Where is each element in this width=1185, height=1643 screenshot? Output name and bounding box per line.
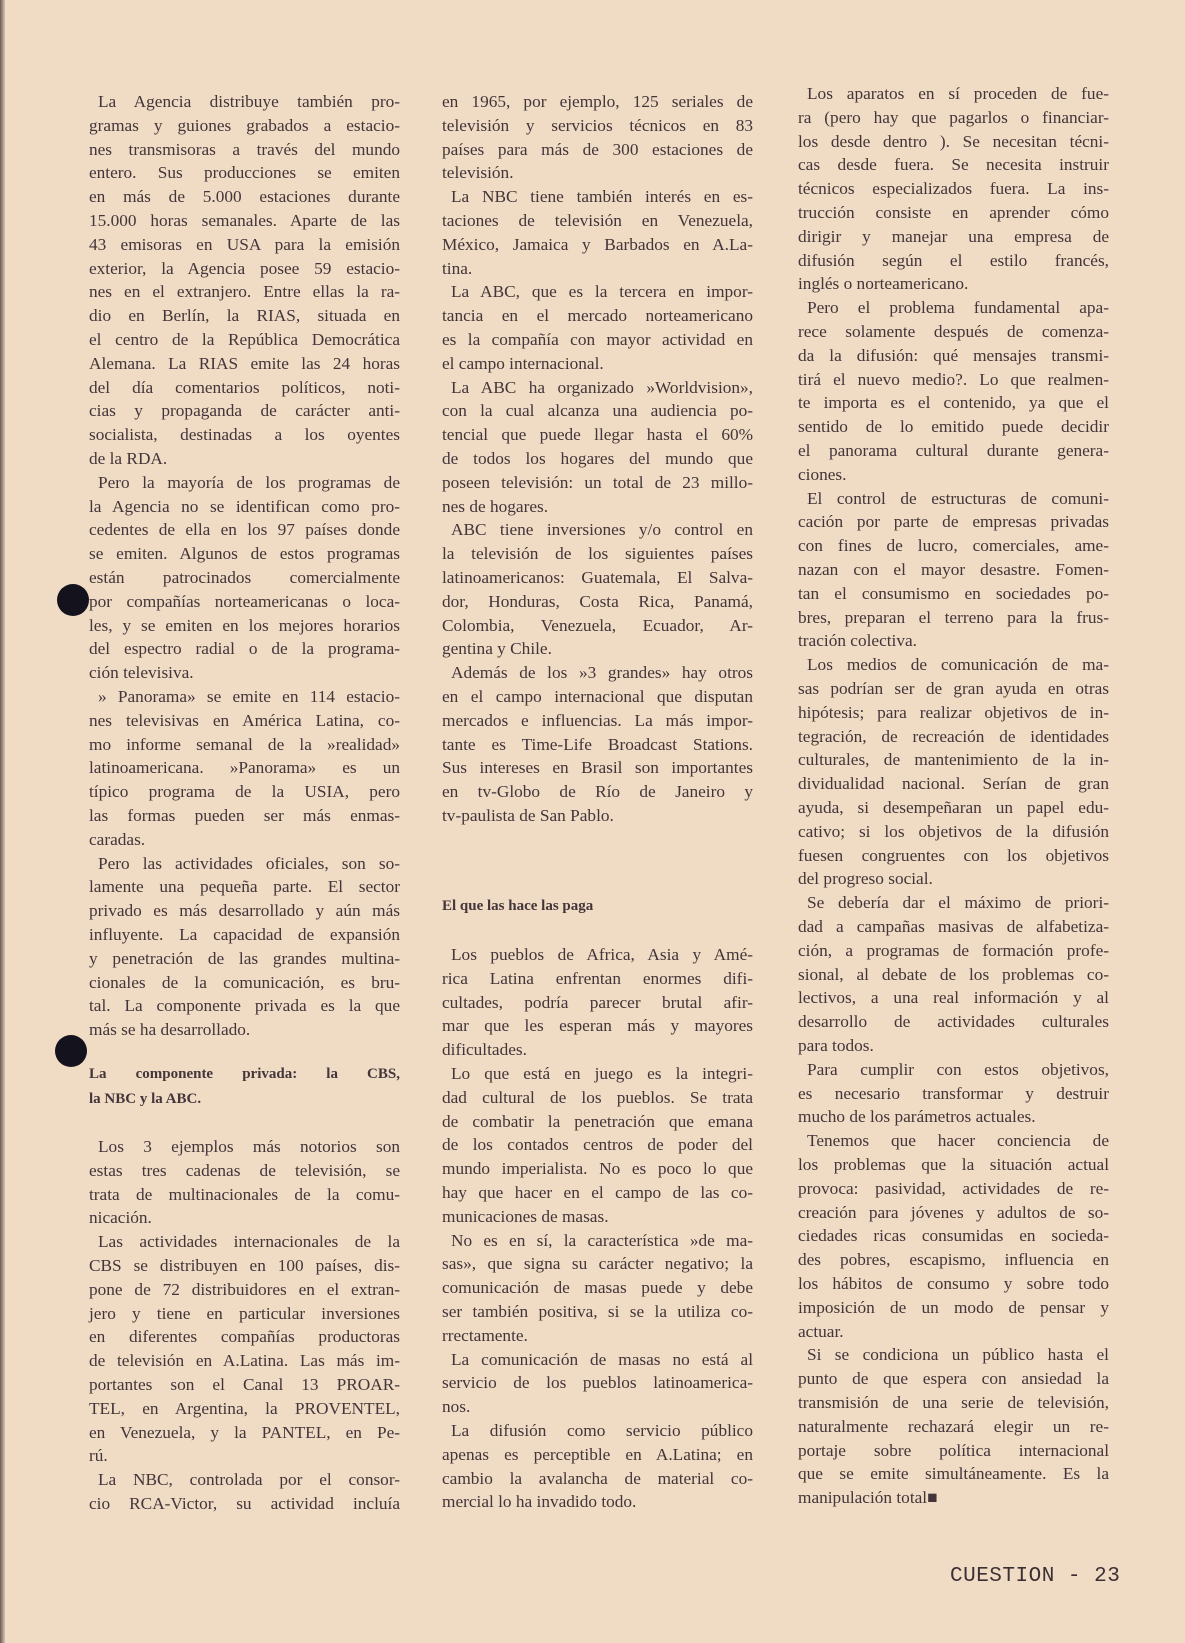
text-line: del día comentarios políticos, noti- (89, 377, 400, 397)
paragraph (442, 90, 753, 185)
text-line: en 1965, por ejemplo, 125 seriales de (442, 92, 753, 111)
text-line: gentina y Chile. (442, 639, 552, 659)
text-line: mercial lo ha invadido todo. (442, 1492, 637, 1512)
paragraph (442, 185, 753, 280)
text-line: ción, a programas de formación profe- (798, 940, 1109, 960)
text-line: mercados e influencias. La más impor- (442, 710, 753, 730)
text-line: El control de estructuras de comuni- (807, 488, 1109, 508)
text-line: transmisión de una serie de televisión, (798, 1392, 1109, 1412)
text-line: en diferentes compañías productoras (89, 1327, 400, 1347)
text-line: dio en Berlín, la RIAS, situada en (89, 306, 400, 326)
paragraph (798, 296, 1109, 486)
text-line: naturalmente rechazará elegir un re- (798, 1416, 1109, 1436)
text-line: No es en sí, la característica »de ma- (451, 1230, 753, 1250)
text-line: Se debería dar el máximo de priori- (807, 893, 1109, 913)
text-line: países para más de 300 estaciones de (442, 139, 753, 159)
text-line: la televisión de los siguientes países (442, 544, 753, 564)
text-line: con fines de lucro, comerciales, ame- (798, 536, 1109, 556)
text-line: La componente privada: la CBS, (89, 1066, 400, 1082)
text-line: privado es más desarrollado y aún más (89, 901, 400, 921)
text-line: dad a campañas masivas de alfabetiza- (798, 916, 1109, 936)
text-line: sas podrían ser de gran ayuda en otras (798, 678, 1109, 698)
text-line: Para cumplir con estos objetivos, (807, 1059, 1109, 1079)
text-line: típico programa de la USIA, pero (89, 782, 400, 802)
text-line: Sus intereses en Brasil son importantes (442, 758, 753, 778)
text-line: por compañías norteamericanas o loca- (89, 591, 400, 611)
paragraph (442, 1229, 753, 1348)
text-line: Alemana. La RIAS emite las 24 horas (89, 353, 400, 373)
text-line: desarrollo de actividades culturales (798, 1012, 1109, 1032)
text-line: de la RDA. (89, 448, 168, 468)
text-line: mo informe semanal de la »realidad» (89, 734, 400, 754)
text-line: tencial que puede llegar hasta el 60% (442, 425, 753, 445)
text-line: trata de multinacionales de la comu- (89, 1184, 400, 1204)
text-line: hay que hacer en el campo de las co- (442, 1182, 753, 1202)
text-line: influyente. La capacidad de expansión (89, 924, 400, 944)
text-line: Las actividades internacionales de la (98, 1232, 400, 1252)
text-line: TEL, en Argentina, la PROVENTEL, (89, 1398, 400, 1418)
text-line: de todos los hogares del mundo que (442, 448, 753, 468)
text-line: televisión y servicios técnicos en 83 (442, 115, 753, 135)
text-line: estas tres cadenas de televisión, se (89, 1160, 400, 1180)
text-line: trucción consiste en aprender cómo (798, 202, 1109, 222)
text-line: dividualidad nacional. Serían de gran (798, 774, 1109, 794)
text-line: portaje sobre política internacional (798, 1440, 1109, 1460)
text-line: los problemas que la situación actual (798, 1154, 1109, 1174)
text-line: cultades, podría parecer brutal afir- (442, 992, 753, 1012)
text-line: cas desde fuera. Se necesita instruir (798, 155, 1109, 175)
text-line: Tenemos que hacer conciencia de (807, 1131, 1109, 1151)
paragraph (798, 82, 1109, 296)
text-line: manipulación total■ (798, 1488, 938, 1508)
paragraph (798, 891, 1109, 1058)
text-line: nes en el extranjero. Entre ellas la ra- (89, 282, 400, 302)
text-line: los hábitos de consumo y sobre todo (798, 1273, 1109, 1293)
text-line: Los medios de comunicación de ma- (807, 655, 1109, 675)
text-line: las formas pueden ser más enmas- (89, 805, 400, 825)
text-line: en Venezuela, y la PANTEL, en Pe- (89, 1422, 400, 1442)
text-line: La ABC, que es la tercera en impor- (451, 282, 753, 302)
text-line: para todos. (798, 1035, 874, 1055)
text-line: tración colectiva. (798, 631, 917, 651)
text-line: culturales, de mantenimiento de la in- (798, 750, 1109, 770)
text-line: cación por parte de empresas privadas (798, 512, 1109, 532)
text-line: cias y propaganda de carácter anti- (89, 401, 400, 421)
text-line: nes televisivas en América Latina, co- (89, 710, 400, 730)
text-line: La difusión como servicio público (451, 1421, 753, 1440)
text-line: están patrocinados comercialmente (89, 567, 400, 587)
text-line: creación para jóvenes y adultos de so- (798, 1202, 1109, 1222)
text-line: tirá el nuevo medio?. Lo que realmen- (798, 369, 1109, 389)
text-line: servicio de los pueblos latinoamerica- (442, 1373, 753, 1393)
paragraph (442, 1419, 753, 1514)
text-line: pone de 72 distribuidores en el extran- (89, 1279, 400, 1299)
text-line: la NBC y la ABC. (89, 1091, 202, 1107)
text-line: les, y se emiten en los mejores horarios (89, 615, 400, 635)
paragraph (89, 471, 400, 685)
text-line: tegración, de recreación de identidades (798, 726, 1109, 746)
text-line: Lo que está en juego es la integri- (451, 1064, 753, 1083)
text-line: sas», que signa su carácter negativo; la (442, 1254, 753, 1274)
paragraph (798, 487, 1109, 654)
text-line: Colombia, Venezuela, Ecuador, Ar- (442, 615, 753, 635)
text-line: Pero las actividades oficiales, son so- (98, 853, 400, 873)
text-line: tan el consumismo en sociedades po- (798, 583, 1109, 603)
text-line: en más de 5.000 estaciones durante (89, 187, 400, 207)
text-line: CBS se distribuyen en 100 países, dis- (89, 1255, 400, 1275)
text-line: nos. (442, 1397, 471, 1417)
text-line: La comunicación de masas no está al (451, 1349, 753, 1369)
text-line: te importa es el contenido, ya que el (798, 393, 1109, 413)
text-line: del espectro radial o de la programa- (89, 639, 400, 659)
text-line: latinoamericana. »Panorama» es un (89, 758, 400, 778)
text-line: sional, al debate de los problemas co- (798, 964, 1109, 984)
paragraph (798, 1343, 1109, 1510)
text-line: latinoamericanos: Guatemala, El Salva- (442, 567, 753, 587)
paragraph (442, 1062, 753, 1229)
paragraph (89, 90, 400, 471)
paragraph (89, 852, 400, 1042)
text-line: Los pueblos de Africa, Asia y Amé- (451, 945, 753, 964)
text-line: en el campo internacional que disputan (442, 686, 753, 706)
text-line: dirigir y manejar una empresa de (798, 226, 1109, 246)
text-line: lectivos, a una real información y al (798, 988, 1109, 1008)
text-line: actuar. (798, 1321, 844, 1341)
page-edge (0, 0, 5, 1643)
text-line: taciones de televisión en Venezuela, (442, 210, 753, 230)
text-line: rrectamente. (442, 1325, 528, 1345)
text-line: ciones. (798, 464, 847, 484)
paragraph (442, 1348, 753, 1419)
text-line: técnicos especializados fuera. La ins- (798, 179, 1109, 199)
text-line: 43 emisoras en USA para la emisión (89, 234, 400, 254)
text-line: entero. Sus producciones se emiten (89, 163, 400, 183)
text-line: » Panorama» se emite en 114 estacio- (98, 687, 400, 706)
text-line: el panorama cultural durante genera- (798, 440, 1109, 460)
text-line: de televisión en A.Latina. Las más im- (89, 1351, 400, 1371)
text-line: jero y tiene en particular inversiones (89, 1303, 400, 1323)
text-line: Pero el problema fundamental apa- (807, 298, 1109, 318)
text-line: rica Latina enfrentan enormes difi- (442, 968, 753, 988)
text-line: imposición de un modo de pensar y (798, 1297, 1109, 1317)
text-line: La ABC ha organizado »Worldvision», (451, 377, 753, 397)
text-line: La NBC, controlada por el consor- (98, 1470, 400, 1490)
text-line: la Agencia no se identifican como pro- (89, 496, 400, 516)
text-line: des pobres, escapismo, influencia en (798, 1250, 1109, 1270)
text-line: difusión según el estilo francés, (798, 250, 1109, 270)
paragraph (442, 280, 753, 375)
text-line: fuesen congruentes con los objetivos (798, 845, 1109, 865)
text-line: ción televisiva. (89, 663, 194, 683)
text-line: cativo; si los objetivos de la difusión (798, 821, 1109, 841)
text-line: caradas. (89, 829, 146, 849)
paragraph (798, 1129, 1109, 1343)
text-line: mar que les esperan más y mayores (442, 1016, 753, 1036)
text-line: el centro de la República Democrática (89, 329, 400, 349)
paragraph (798, 653, 1109, 891)
text-line: de combatir la penetración que emana (442, 1111, 753, 1131)
text-line: nes transmisoras a través del mundo (89, 139, 400, 159)
text-line: los desde dentro ). Se necesitan técni- (798, 131, 1109, 151)
paragraph (89, 1230, 400, 1468)
text-line: se emiten. Algunos de estos programas (89, 544, 400, 564)
text-line: dificultades. (442, 1040, 527, 1060)
paragraph (798, 1058, 1109, 1129)
text-line: El que las hace las paga (442, 898, 594, 914)
text-line: televisión. (442, 163, 514, 183)
text-line: tv-paulista de San Pablo. (442, 805, 614, 825)
text-line: y penetración de las grandes multina- (89, 948, 400, 968)
text-line: tal. La componente privada es la que (89, 996, 400, 1016)
text-line: punto de que espera con ansiedad la (798, 1369, 1109, 1389)
text-line: es necesario transformar y destruir (798, 1083, 1109, 1103)
text-line: Si se condiciona un público hasta el (807, 1345, 1109, 1365)
text-line: ra (pero hay que pagarlos o financiar- (798, 107, 1109, 127)
text-line: Pero la mayoría de los programas de (98, 472, 400, 492)
text-line: ser también positiva, si se la utiliza co- (442, 1301, 753, 1321)
text-line: rú. (89, 1446, 108, 1466)
paragraph (442, 376, 753, 519)
page-number-footer: CUESTION - 23 (950, 1565, 1121, 1588)
text-line: tante es Time-Life Broadcast Stations. (442, 734, 753, 754)
section-heading (442, 894, 753, 919)
text-line: Los 3 ejemplos más notorios son (98, 1137, 400, 1156)
paragraph (89, 685, 400, 852)
text-line: exterior, la Agencia posee 59 estacio- (89, 258, 400, 278)
text-line: sentido de lo emitido puede decidir (798, 417, 1109, 437)
text-line: dor, Honduras, Costa Rica, Panamá, (442, 591, 753, 611)
text-line: el campo internacional. (442, 353, 604, 373)
text-line: en tv-Globo de Río de Janeiro y (442, 782, 753, 802)
text-line: municaciones de masas. (442, 1206, 609, 1226)
text-line: nicación. (89, 1208, 152, 1228)
text-line: lamente una pequeña parte. El sector (89, 877, 400, 897)
text-line: inglés o norteamericano. (798, 274, 969, 294)
paragraph (442, 943, 753, 1062)
text-line: dad cultural de los pueblos. Se trata (442, 1087, 753, 1107)
text-line: apenas es perceptible en A.Latina; en (442, 1444, 753, 1464)
text-line: portantes son el Canal 13 PROAR- (89, 1374, 400, 1394)
text-line: Además de los »3 grandes» hay otros (451, 663, 753, 683)
text-line: del progreso social. (798, 869, 933, 889)
text-line: comunicación de masas puede y debe (442, 1278, 753, 1298)
text-line: cambio la avalancha de material co- (442, 1468, 753, 1488)
text-line: nes de hogares. (442, 496, 549, 516)
paragraph (442, 518, 753, 661)
text-line: da la difusión: qué mensajes transmi- (798, 345, 1109, 365)
text-line: que se emite simultáneamente. Es la (798, 1464, 1109, 1484)
text-line: con la cual alcanza una audiencia po- (442, 401, 753, 421)
text-line: hipótesis; para realizar objetivos de in- (798, 702, 1109, 722)
paragraph (89, 1468, 400, 1516)
section-heading (89, 1062, 400, 1112)
text-line: cionales de la comunicación, es bru- (89, 972, 400, 992)
text-line: de los contados centros de poder del (442, 1135, 753, 1155)
text-line: es la compañía con mayor actividad en (442, 329, 753, 349)
text-line: nazan con el mayor desastre. Fomen- (798, 559, 1109, 579)
text-line: más se ha desarrollado. (89, 1020, 251, 1040)
text-line: La NBC tiene también interés en es- (451, 187, 753, 207)
text-line: rece solamente después de comenza- (798, 321, 1109, 341)
paragraph (442, 661, 753, 828)
paragraph (89, 1135, 400, 1230)
text-line: ABC tiene inversiones y/o control en (451, 520, 753, 540)
text-line: gramas y guiones grabados a estacio- (89, 115, 400, 135)
text-line: poseen televisión: un total de 23 millo- (442, 472, 753, 492)
text-line: ayuda, si desempeñaran un papel edu- (798, 797, 1109, 817)
text-line: mucho de los parámetros actuales. (798, 1107, 1036, 1127)
text-line: Los aparatos en sí proceden de fue- (807, 84, 1109, 103)
text-line: mundo imperialista. No es poco lo que (442, 1159, 753, 1179)
text-line: socialista, destinadas a los oyentes (89, 425, 400, 445)
text-line: bres, preparan el terreno para la frus- (798, 607, 1109, 627)
text-line: provoca: pasividad, actividades de re- (798, 1178, 1109, 1198)
text-line: ciedades ricas consumidas en socieda- (798, 1226, 1109, 1246)
text-line: México, Jamaica y Barbados en A.La- (442, 234, 753, 254)
text-line: cio RCA-Victor, su actividad incluía (89, 1493, 400, 1513)
text-line: La Agencia distribuye también pro- (98, 92, 400, 111)
punch-hole (55, 1035, 87, 1067)
punch-hole (57, 584, 89, 616)
text-line: tina. (442, 258, 473, 278)
text-line: tancia en el mercado norteamericano (442, 306, 753, 326)
text-line: cedentes de ella en los 97 países donde (89, 520, 400, 540)
text-line: 15.000 horas semanales. Aparte de las (89, 210, 400, 230)
